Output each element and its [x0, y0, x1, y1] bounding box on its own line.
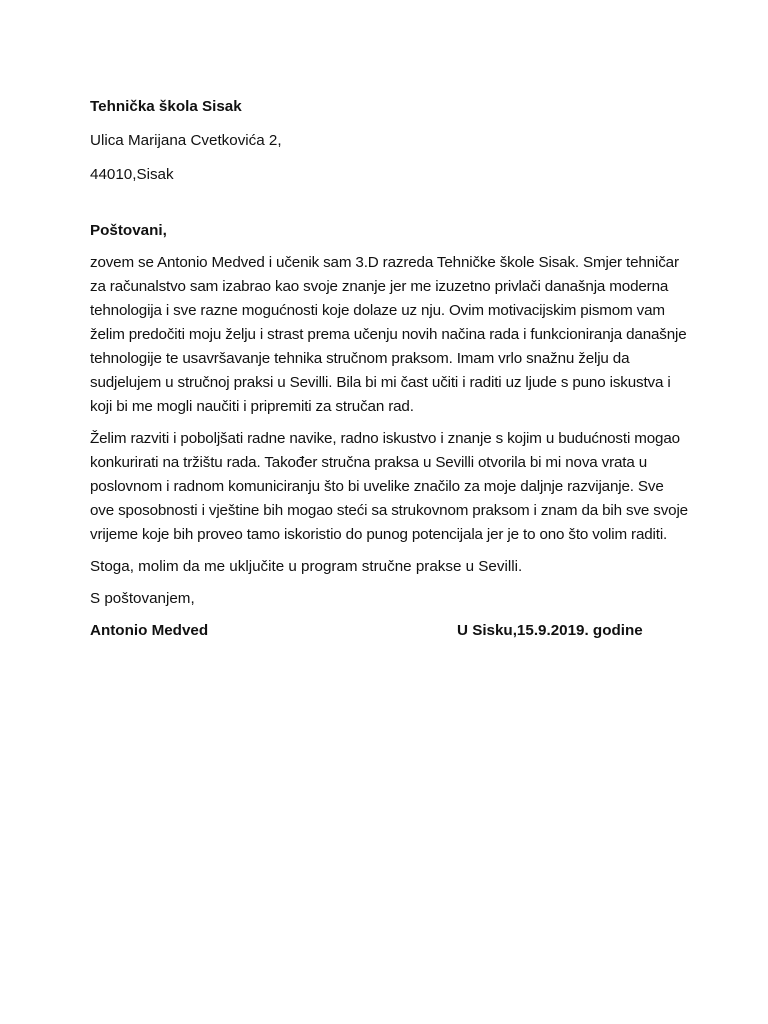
school-name: Tehnička škola Sisak — [90, 98, 242, 115]
signature-row — [90, 619, 690, 643]
sender-name: Antonio Medved — [90, 622, 209, 639]
request-line: Stoga, molim da me uključite u program stručne prakse u Sevilli. — [90, 558, 523, 575]
postal-city: 44010,Sisak — [90, 166, 174, 183]
place-date: U Sisku,15.9.2019. godine — [457, 622, 643, 639]
salutation: Poštovani, — [90, 222, 167, 239]
street-address: Ulica Marijana Cvetkovića 2, — [90, 132, 282, 149]
body-paragraph-1: zovem se Antonio Medved i učenik sam 3.D razreda Tehničke škole Sisak. Smjer tehničar za računalstvo sam izabrao kao svoje znanje jer me izuzetno privlači današnja moderna tehnologija i sve razne mogućnosti koje dolaze uz nju. Ovim motivacijskim pismom vam želim predočiti moju želju i strast prema učenju novih načina rada i funkcioniranja današnje tehnologije te usavršavanje tehnika stručnom praksom. Imam vrlo snažnu želju da sudjelujem u stručnoj praksi u Sevilli. Bila bi mi čast učiti i raditi uz ljude s puno iskustva i koji bi me mogli naučiti i pripremiti za stručan rad. — [90, 254, 687, 415]
motivation-letter — [90, 95, 690, 643]
closing: S poštovanjem, — [90, 590, 195, 607]
body-paragraph-2: Želim razviti i poboljšati radne navike, radno iskustvo i znanje s kojim u budućnosti mogao konkurirati na tržištu rada. Također stručna praksa u Sevilli otvorila bi mi nova vrata u poslovnom i radnom komuniciranju što bi uvelike značilo za moje daljnje razvijanje. Sve ove sposobnosti i vještine bih mogao steći sa strukovnom praksom i znam da bih sve svoje vrijeme koje bih proveo tamo iskoristio do punog potencijala jer je to ono što volim raditi. — [90, 430, 688, 543]
